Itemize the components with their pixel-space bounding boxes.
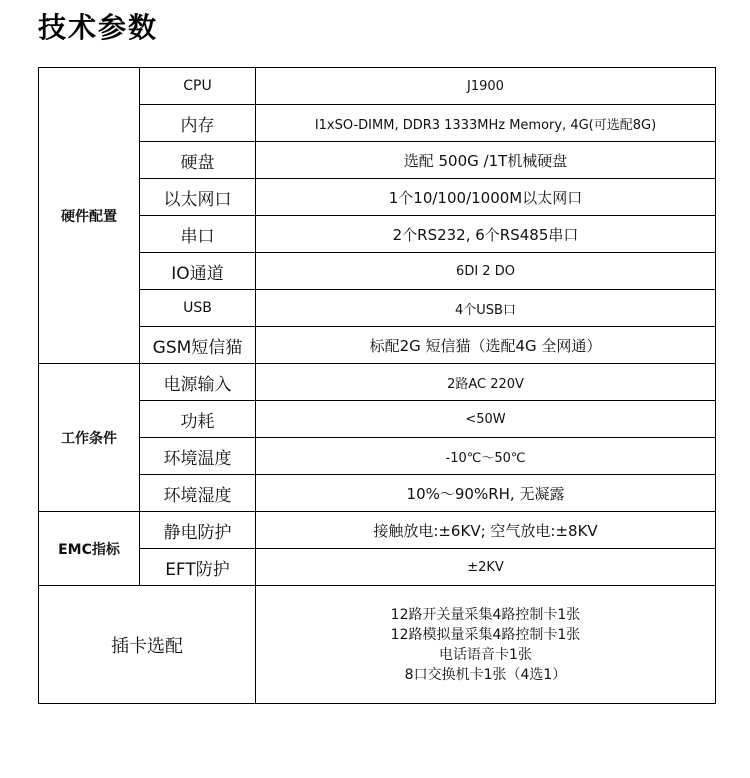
table-row xyxy=(39,327,716,364)
page-title: 技术参数 xyxy=(38,11,159,44)
row-label-eft: EFT防护 xyxy=(140,549,256,586)
row-label-power-input: 电源输入 xyxy=(140,364,256,401)
table-row xyxy=(39,290,716,327)
row-value-disk: 选配 500G /1T机械硬盘 xyxy=(256,142,716,179)
table-row xyxy=(39,253,716,290)
table-row xyxy=(39,142,716,179)
row-label-ethernet: 以太网口 xyxy=(140,179,256,216)
group-operating-label: 工作条件 xyxy=(39,364,140,512)
table-row xyxy=(39,105,716,142)
table-row xyxy=(39,438,716,475)
row-value-io: 6DI 2 DO xyxy=(256,253,716,290)
table-row xyxy=(39,364,716,401)
plugin-options xyxy=(256,586,716,704)
row-label-cpu: CPU xyxy=(140,68,256,105)
row-label-power-consumption: 功耗 xyxy=(140,401,256,438)
row-label-io: IO通道 xyxy=(140,253,256,290)
plugin-option: 12路开关量采集4路控制卡1张 xyxy=(390,606,581,623)
group-emc-label: EMC指标 xyxy=(39,512,140,586)
row-value-gsm: 标配2G 短信猫（选配4G 全网通） xyxy=(256,327,716,364)
plugin-option: 12路模拟量采集4路控制卡1张 xyxy=(390,626,581,643)
row-value-cpu: J1900 xyxy=(256,68,716,105)
table-row xyxy=(39,586,716,704)
row-value-ethernet: 1个10/100/1000M以太网口 xyxy=(256,179,716,216)
table-row xyxy=(39,549,716,586)
table-row xyxy=(39,512,716,549)
plugin-option: 电话语音卡1张 xyxy=(439,646,532,663)
table-row xyxy=(39,68,716,105)
row-value-power-consumption: <50W xyxy=(256,401,716,438)
table-row xyxy=(39,216,716,253)
row-value-usb: 4个USB口 xyxy=(256,290,716,327)
plugin-option: 8口交换机卡1张（4选1） xyxy=(404,666,567,683)
row-value-power-input: 2路AC 220V xyxy=(256,364,716,401)
table-row xyxy=(39,179,716,216)
row-value-temperature: -10℃～50℃ xyxy=(256,438,716,475)
spec-table xyxy=(38,67,716,704)
row-value-eft: ±2KV xyxy=(256,549,716,586)
row-value-esd: 接触放电:±6KV; 空气放电:±8KV xyxy=(256,512,716,549)
row-label-gsm: GSM短信猫 xyxy=(140,327,256,364)
row-label-memory: 内存 xyxy=(140,105,256,142)
row-value-serial: 2个RS232, 6个RS485串口 xyxy=(256,216,716,253)
row-label-humidity: 环境湿度 xyxy=(140,475,256,512)
row-value-memory: I1xSO-DIMM, DDR3 1333MHz Memory, 4G(可选配8G) xyxy=(256,105,716,142)
row-label-esd: 静电防护 xyxy=(140,512,256,549)
row-label-usb: USB xyxy=(140,290,256,327)
row-label-serial: 串口 xyxy=(140,216,256,253)
table-row xyxy=(39,475,716,512)
table-row xyxy=(39,401,716,438)
row-label-disk: 硬盘 xyxy=(140,142,256,179)
row-value-humidity: 10%～90%RH, 无凝露 xyxy=(256,475,716,512)
group-hardware-label: 硬件配置 xyxy=(39,68,140,364)
row-label-temperature: 环境温度 xyxy=(140,438,256,475)
group-plugin-label: 插卡选配 xyxy=(39,586,256,704)
